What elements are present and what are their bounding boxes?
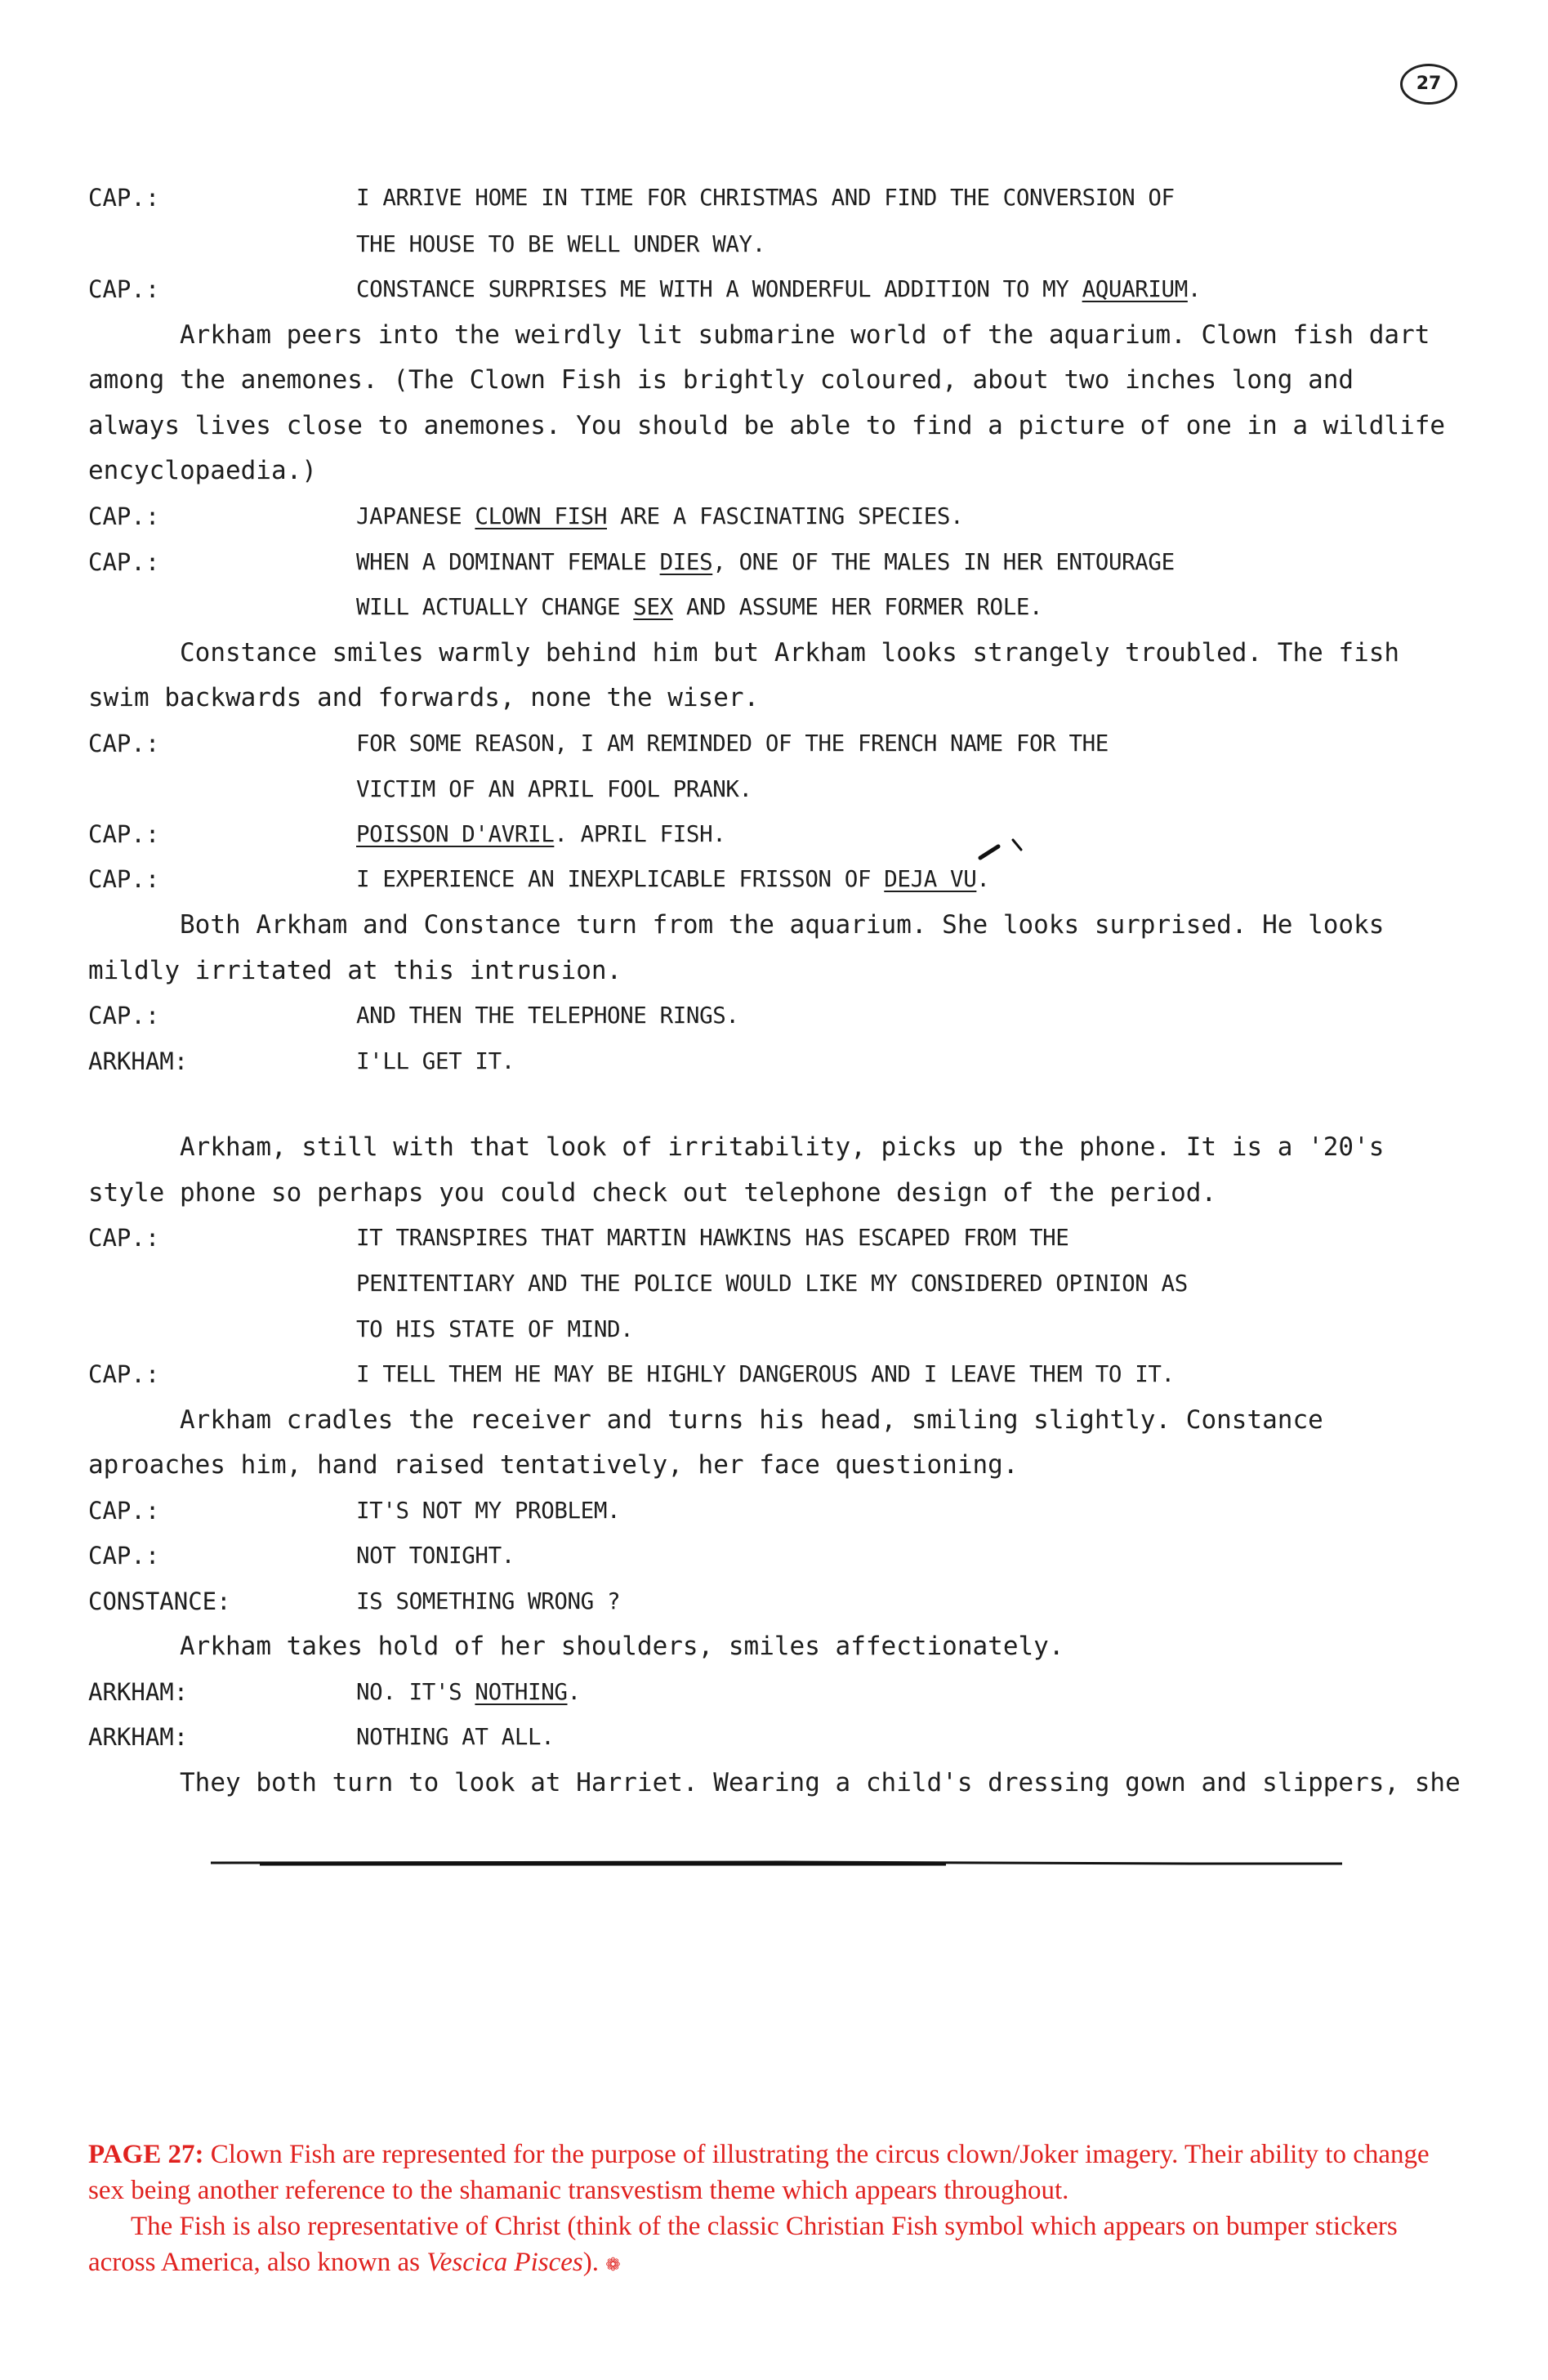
action-text: Arkham, still with that look of irritability, picks up the phone. It is a '20's <box>180 1132 1385 1162</box>
action-text: mildly irritated at this intrusion. <box>88 956 622 985</box>
annotation-paragraph: The Fish is also representative of Christ (think of the classic Christian Fish symbol which appears on bumper stickers across America, also known as Vescica Pisces). ❁ <box>88 2212 1398 2277</box>
caption-text: IT'S NOT MY PROBLEM. <box>356 1498 621 1524</box>
speaker-label: ARKHAM: <box>88 1678 189 1706</box>
speaker-label: CAP.: <box>88 1360 160 1388</box>
underlined-word: NOTHING <box>475 1679 568 1705</box>
action-text: Arkham cradles the receiver and turns his head, smiling slightly. Constance <box>180 1405 1323 1435</box>
caption-text: THE HOUSE TO BE WELL UNDER WAY. <box>356 231 765 257</box>
speaker-label: ARKHAM: <box>88 1723 189 1751</box>
action-text: always lives close to anemones. You should be able to find a picture of one in a wildlife <box>88 411 1446 440</box>
action-text: Both Arkham and Constance turn from the aquarium. She looks surprised. He looks <box>180 910 1385 940</box>
caption-text: POISSON D'AVRIL. APRIL FISH. <box>356 821 726 847</box>
caption-text: VICTIM OF AN APRIL FOOL PRANK. <box>356 776 752 802</box>
annotation-paragraph: PAGE 27: Clown Fish are represented for the purpose of illustrating the circus clown/Joker imagery. Their ability to change sex being another reference to the shamanic transvestism theme which appears throughout. <box>88 2140 1430 2205</box>
caption-text: FOR SOME REASON, I AM REMINDED OF THE FRENCH NAME FOR THE <box>356 730 1109 757</box>
page-number: 27 <box>1400 64 1457 105</box>
speaker-label: CAP.: <box>88 820 160 848</box>
caption-text: IS SOMETHING WRONG ? <box>356 1588 621 1614</box>
caption-text: IT TRANSPIRES THAT MARTIN HAWKINS HAS ESCAPED FROM THE <box>356 1225 1069 1251</box>
speaker-label: CAP.: <box>88 548 160 576</box>
underlined-word: DEJA VU <box>884 866 977 892</box>
speaker-label: CAP.: <box>88 275 160 303</box>
caption-text: PENITENTIARY AND THE POLICE WOULD LIKE MY CONSIDERED OPINION AS <box>356 1270 1188 1297</box>
caption-text: I ARRIVE HOME IN TIME FOR CHRISTMAS AND FIND THE CONVERSION OF <box>356 185 1175 211</box>
underlined-word: DIES <box>659 549 713 575</box>
action-text: Arkham takes hold of her shoulders, smiles affectionately. <box>180 1632 1064 1661</box>
underlined-word: AQUARIUM <box>1082 276 1188 302</box>
latin-term: Vescica Pisces <box>426 2248 583 2277</box>
speaker-label: CAP.: <box>88 1224 160 1252</box>
action-text: aproaches him, hand raised tentatively, her face questioning. <box>88 1450 1019 1480</box>
caption-text: NOTHING AT ALL. <box>356 1724 555 1750</box>
speaker-label: CAP.: <box>88 865 160 893</box>
caption-text: WHEN A DOMINANT FEMALE DIES, ONE OF THE MALES IN HER ENTOURAGE <box>356 549 1175 575</box>
action-text: swim backwards and forwards, none the wiser. <box>88 683 760 712</box>
speaker-label: CAP.: <box>88 1542 160 1570</box>
action-text: among the anemones. (The Clown Fish is brightly coloured, about two inches long and <box>88 365 1354 395</box>
underlined-word: POISSON D'AVRIL <box>356 821 555 847</box>
torn-divider-line <box>211 1860 1342 1867</box>
caption-text: NO. IT'S NOTHING. <box>356 1679 581 1705</box>
speaker-label: CONSTANCE: <box>88 1587 231 1615</box>
speaker-label: ARKHAM: <box>88 1047 189 1075</box>
action-text: Constance smiles warmly behind him but Arkham looks strangely troubled. The fish <box>180 638 1400 668</box>
caption-text: NOT TONIGHT. <box>356 1543 515 1569</box>
speaker-label: CAP.: <box>88 1002 160 1029</box>
underlined-word: SEX <box>633 594 673 620</box>
caption-text: WILL ACTUALLY CHANGE SEX AND ASSUME HER FORMER ROLE. <box>356 594 1043 620</box>
speaker-label: CAP.: <box>88 1497 160 1525</box>
caption-text: I TELL THEM HE MAY BE HIGHLY DANGEROUS AND I LEAVE THEM TO IT. <box>356 1361 1175 1387</box>
action-text: They both turn to look at Harriet. Wearing a child's dressing gown and slippers, she <box>180 1768 1461 1797</box>
speaker-label: CAP.: <box>88 730 160 757</box>
caption-text: JAPANESE CLOWN FISH ARE A FASCINATING SPECIES. <box>356 503 964 529</box>
caption-text: TO HIS STATE OF MIND. <box>356 1316 634 1342</box>
end-bullet-icon: ❁ <box>605 2254 621 2275</box>
action-text: encyclopaedia.) <box>88 456 317 485</box>
underlined-word: CLOWN FISH <box>475 503 607 529</box>
action-text: Arkham peers into the weirdly lit submarine world of the aquarium. Clown fish dart <box>180 320 1430 350</box>
caption-text: CONSTANCE SURPRISES ME WITH A WONDERFUL ADDITION TO MY AQUARIUM. <box>356 276 1202 302</box>
speaker-label: CAP.: <box>88 502 160 530</box>
action-text: style phone so perhaps you could check out telephone design of the period. <box>88 1178 1217 1208</box>
caption-text: I'LL GET IT. <box>356 1048 515 1074</box>
caption-text: I EXPERIENCE AN INEXPLICABLE FRISSON OF DEJA VU. <box>356 866 990 892</box>
caption-text: AND THEN THE TELEPHONE RINGS. <box>356 1002 739 1029</box>
handwritten-accent-marks <box>977 835 1029 863</box>
speaker-label: CAP.: <box>88 184 160 212</box>
annotation-label: PAGE 27: <box>88 2140 204 2169</box>
